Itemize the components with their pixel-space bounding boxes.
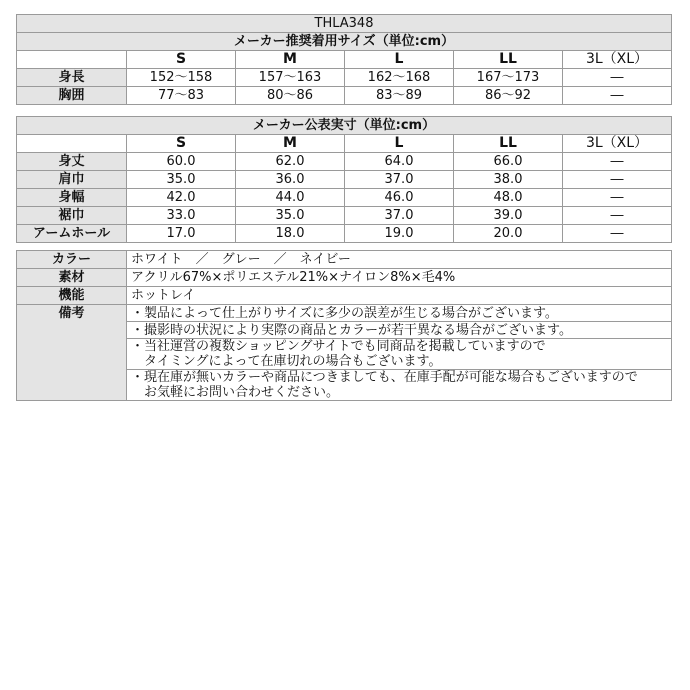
recommended-size-title: メーカー推奨着用サイズ（単位:cm）: [17, 33, 672, 51]
remark-line: ・現在庫が無いカラーや商品につきましても、在庫手配が可能な場合もございますので: [131, 370, 638, 385]
color-label: カラー: [17, 251, 127, 269]
remark-line: ・当社運営の複数ショッピングサイトでも同商品を掲載していますので: [131, 339, 546, 354]
table-cell: ―: [563, 225, 672, 243]
remark-note: [127, 339, 672, 370]
product-info-table: [16, 250, 672, 401]
table-row: [17, 269, 672, 287]
table-cell: 46.0: [345, 189, 454, 207]
size-header: S: [127, 51, 236, 69]
table-row: [17, 69, 672, 87]
table-cell: ―: [563, 207, 672, 225]
table-cell: 42.0: [127, 189, 236, 207]
row-label: 裾巾: [17, 207, 127, 225]
size-header: 3L（XL）: [563, 135, 672, 153]
table-row: [17, 251, 672, 269]
size-header: L: [345, 51, 454, 69]
table-cell: 86〜92: [454, 87, 563, 105]
remarks-label: 備考: [17, 305, 127, 401]
table-row: [17, 153, 672, 171]
remark-line: ・製品によって仕上がりサイズに多少の誤差が生じる場合がございます。: [131, 305, 558, 321]
table-cell: 33.0: [127, 207, 236, 225]
table-cell: 162〜168: [345, 69, 454, 87]
table-row: [17, 305, 672, 322]
row-label: 身長: [17, 69, 127, 87]
row-label: 肩巾: [17, 171, 127, 189]
table-cell: ―: [563, 153, 672, 171]
measurement-title: メーカー公表実寸（単位:cm）: [17, 117, 672, 135]
size-header: LL: [454, 135, 563, 153]
table-row: [17, 171, 672, 189]
table-cell: 44.0: [236, 189, 345, 207]
size-header: M: [236, 51, 345, 69]
table-cell: ―: [563, 171, 672, 189]
remark-line: タイミングによって在庫切れの場合もございます。: [131, 354, 442, 369]
size-header: LL: [454, 51, 563, 69]
recommended-size-table: [16, 14, 672, 105]
row-label: 胸囲: [17, 87, 127, 105]
table-row: [17, 87, 672, 105]
remark-line: ・撮影時の状況により実際の商品とカラーが若干異なる場合がございます。: [131, 322, 572, 338]
remark-note: [127, 305, 672, 322]
material-label: 素材: [17, 269, 127, 287]
remark-line: お気軽にお問い合わせください。: [131, 385, 340, 400]
size-header: S: [127, 135, 236, 153]
table-cell: 18.0: [236, 225, 345, 243]
row-label: 身幅: [17, 189, 127, 207]
table-cell: 83〜89: [345, 87, 454, 105]
table-cell: 62.0: [236, 153, 345, 171]
table-cell: 152〜158: [127, 69, 236, 87]
size-header: M: [236, 135, 345, 153]
table-cell: 77〜83: [127, 87, 236, 105]
table-row: [17, 225, 672, 243]
table-cell: 157〜163: [236, 69, 345, 87]
table-cell: 64.0: [345, 153, 454, 171]
size-header: 3L（XL）: [563, 51, 672, 69]
corner-cell: [17, 51, 127, 69]
material-value: アクリル67%×ポリエステル21%×ナイロン8%×毛4%: [127, 269, 672, 287]
table-row: [17, 207, 672, 225]
table-cell: ―: [563, 87, 672, 105]
table-cell: 167〜173: [454, 69, 563, 87]
remark-note: [127, 370, 672, 401]
table-cell: 35.0: [127, 171, 236, 189]
table-row: [17, 189, 672, 207]
measurement-table: [16, 116, 672, 243]
table-cell: 36.0: [236, 171, 345, 189]
table-cell: 37.0: [345, 207, 454, 225]
corner-cell: [17, 135, 127, 153]
table-cell: 39.0: [454, 207, 563, 225]
table-cell: 66.0: [454, 153, 563, 171]
table-cell: 80〜86: [236, 87, 345, 105]
row-label: アームホール: [17, 225, 127, 243]
table-cell: 19.0: [345, 225, 454, 243]
table-row: [17, 287, 672, 305]
table-cell: 20.0: [454, 225, 563, 243]
table-cell: ―: [563, 189, 672, 207]
table-cell: 35.0: [236, 207, 345, 225]
table-cell: 60.0: [127, 153, 236, 171]
model-number: THLA348: [17, 15, 672, 33]
function-value: ホットレイ: [127, 287, 672, 305]
table-cell: 17.0: [127, 225, 236, 243]
color-value: ホワイト ／ グレー ／ ネイビー: [127, 251, 672, 269]
remark-note: [127, 322, 672, 339]
table-cell: 37.0: [345, 171, 454, 189]
table-cell: 48.0: [454, 189, 563, 207]
table-cell: ―: [563, 69, 672, 87]
row-label: 身丈: [17, 153, 127, 171]
table-cell: 38.0: [454, 171, 563, 189]
size-header: L: [345, 135, 454, 153]
function-label: 機能: [17, 287, 127, 305]
